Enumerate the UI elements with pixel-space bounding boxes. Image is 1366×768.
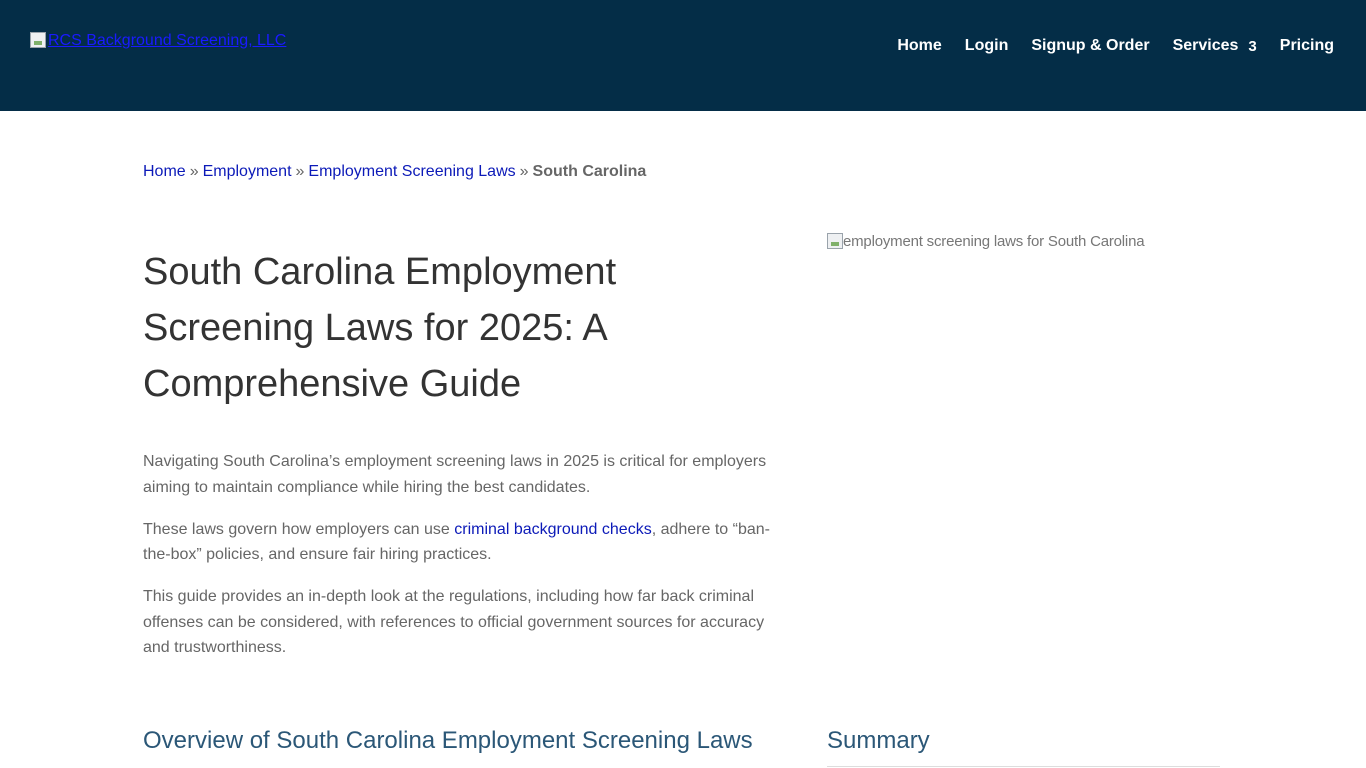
breadcrumb-separator: » [295, 163, 305, 180]
featured-image-alt: employment screening laws for South Carolina [843, 233, 1145, 250]
criminal-background-checks-link[interactable]: criminal background checks [454, 520, 652, 538]
page-title: South Carolina Employment Screening Laws for 2025: A Comprehensive Guide [143, 251, 617, 405]
section-heading-overview: Overview of South Carolina Employment Screening Laws [143, 727, 753, 754]
breadcrumb-separator: » [189, 163, 199, 180]
site-header [0, 0, 1366, 111]
nav-home[interactable]: Home [897, 37, 942, 54]
breadcrumb-employment-screening-laws[interactable]: Employment Screening Laws [308, 163, 516, 180]
site-logo-link[interactable] [30, 32, 286, 50]
p2-text-after: , adhere to “ban-the-box” policies, and ensure fair hiring practices. [143, 520, 770, 563]
breadcrumb-current: South Carolina [532, 163, 647, 180]
summary-heading: Summary [827, 727, 930, 754]
nav-login[interactable]: Login [964, 37, 1009, 54]
chevron-down-icon: 3 [1248, 37, 1257, 55]
breadcrumb-separator: » [519, 163, 529, 180]
nav-pricing[interactable]: Pricing [1279, 37, 1334, 54]
nav-signup-order[interactable]: Signup & Order [1031, 37, 1150, 54]
main-nav [897, 37, 1334, 55]
nav-services[interactable] [1173, 37, 1257, 55]
summary-divider [827, 766, 1220, 767]
article-intro [143, 449, 773, 661]
breadcrumb-employment[interactable]: Employment [202, 163, 292, 180]
broken-image-icon [30, 32, 46, 48]
intro-paragraph-3: This guide provides an in-depth look at the regulations, including how far back criminal offenses can be considered, with references to official government sources for accuracy and trustworthiness. [143, 588, 765, 656]
intro-paragraph-1: Navigating South Carolina’s employment screening laws in 2025 is critical for employers aiming to maintain compliance while hiring the best candidates. [143, 453, 767, 496]
nav-services-label: Services [1172, 37, 1239, 54]
featured-image [827, 233, 1144, 249]
logo-alt-text: RCS Background Screening, LLC [48, 32, 287, 49]
intro-paragraph-2 [143, 517, 773, 568]
breadcrumb-home[interactable]: Home [143, 163, 186, 180]
breadcrumb [143, 163, 646, 181]
article-main [143, 244, 773, 677]
broken-image-icon [827, 233, 843, 249]
p2-text-before: These laws govern how employers can use [143, 520, 455, 538]
